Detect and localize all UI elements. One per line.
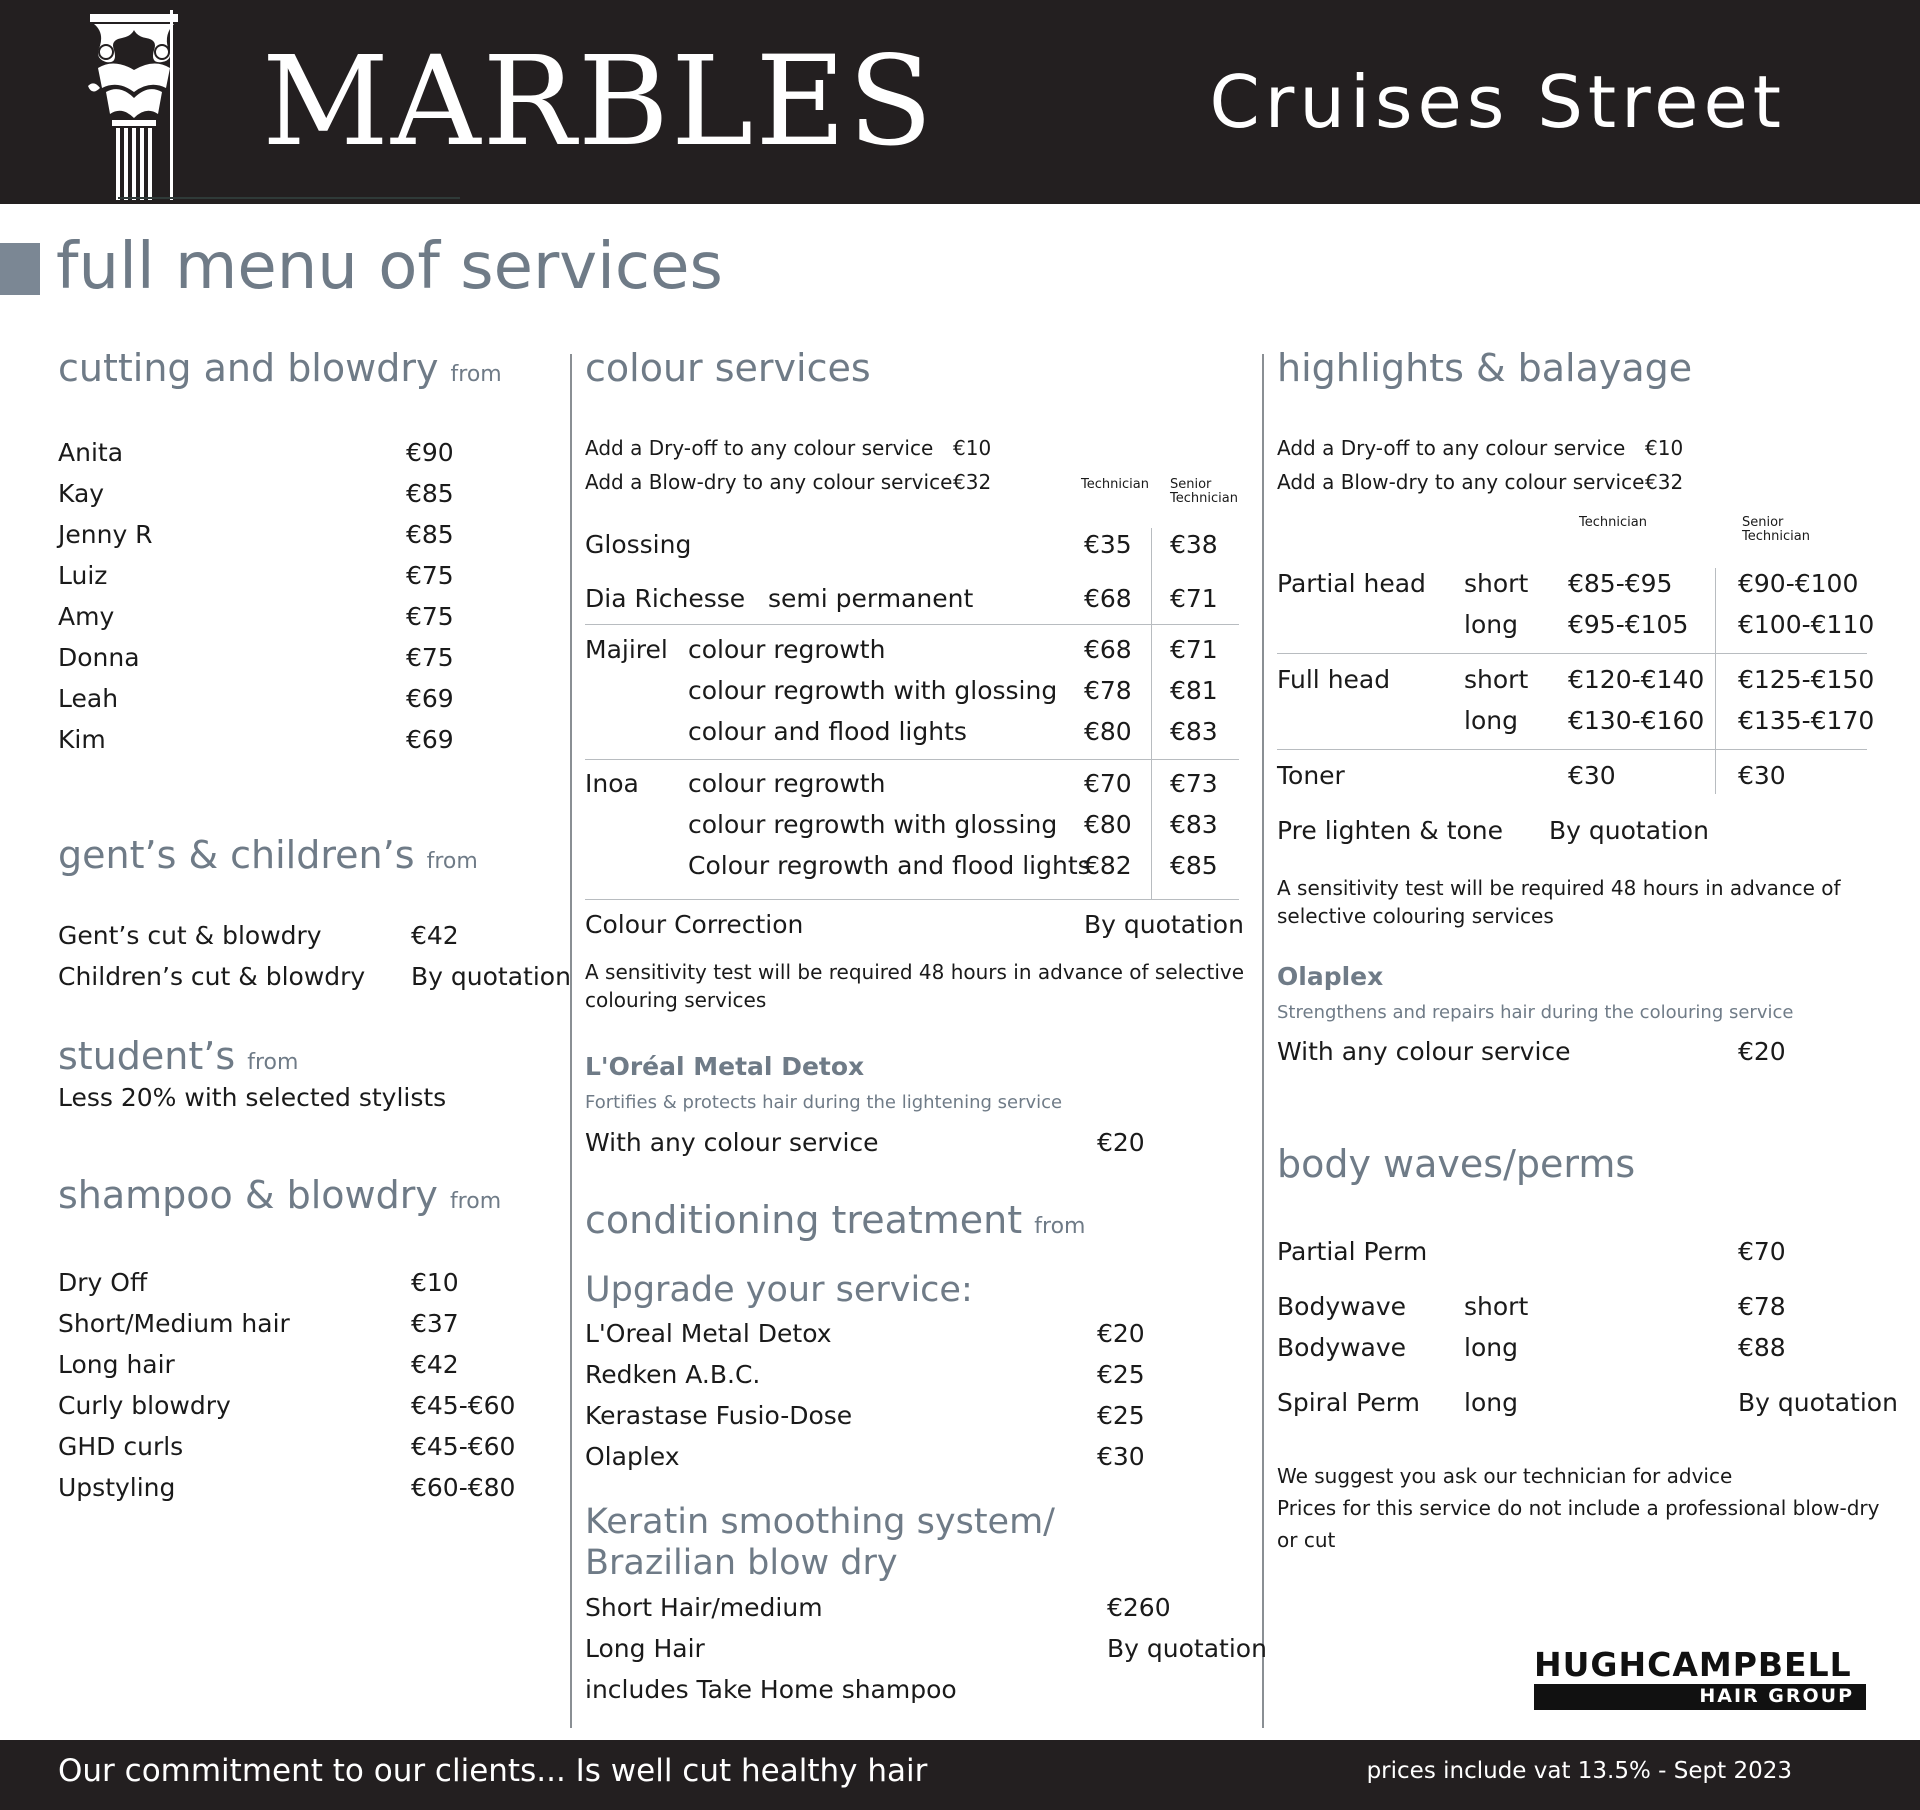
bodywave-name: Bodywave [1277,1333,1407,1362]
gents-item-price: €42 [411,921,459,950]
stylist-price: €69 [406,684,454,713]
partial-head-length: short [1464,569,1529,598]
students-heading: student’s from [58,1034,299,1078]
highlights-addon-name: Add a Blow-dry to any colour service [1277,470,1645,494]
column-header-senior: Senior Technician [1742,515,1810,545]
partial-head-tech-price: €95-€105 [1568,610,1689,639]
perms-heading: body waves/perms [1277,1142,1636,1186]
perms-note: or cut [1277,1528,1336,1552]
price-column-divider [1151,528,1152,900]
glossing-tech-price: €35 [1084,530,1132,559]
stylist-price: €85 [406,520,454,549]
spiral-perm-name: Spiral Perm [1277,1388,1420,1417]
partial-head-tech-price: €85-€95 [1568,569,1673,598]
stylist-name: Kay [58,479,105,508]
hugh-campbell-logo-text: HUGHCAMPBELL [1534,1645,1852,1684]
majirel-tech-price: €78 [1084,676,1132,705]
conditioning-item-price: €25 [1097,1401,1145,1430]
colour-heading: colour services [585,346,871,390]
inoa-senior-price: €85 [1170,851,1218,880]
brand-name: MARBLES [262,30,935,174]
majirel-tech-price: €80 [1084,717,1132,746]
vat-note: prices include vat 13.5% - Sept 2023 [1366,1758,1792,1784]
olaplex-price: €20 [1738,1037,1786,1066]
conditioning-item-name: L'Oreal Metal Detox [585,1319,832,1348]
shampoo-item-price: €60-€80 [411,1473,516,1502]
keratin-item-name: Long Hair [585,1634,705,1663]
page-title: full menu of services [56,230,723,304]
metal-detox-item: With any colour service [585,1128,879,1157]
inoa-service: Colour regrowth and flood lights [688,851,1091,880]
price-column-divider [1715,568,1716,794]
header-divider [118,197,460,199]
shampoo-item-name: Long hair [58,1350,175,1379]
conditioning-item-price: €25 [1097,1360,1145,1389]
inoa-name: Inoa [585,769,639,798]
column-header-senior: Senior Technician [1170,477,1238,507]
row-divider [1277,749,1867,750]
partial-head-senior-price: €90-€100 [1738,569,1859,598]
column-divider-left [570,354,572,1728]
shampoo-item-price: €37 [411,1309,459,1338]
stylist-price: €75 [406,643,454,672]
hair-group-label: HAIR GROUP [1699,1685,1854,1707]
gents-item-name: Children’s cut & blowdry [58,962,366,991]
dia-tech-price: €68 [1084,584,1132,613]
stylist-name: Donna [58,643,140,672]
colour-sensitivity-note: colouring services [585,988,767,1012]
colour-addon-name: Add a Dry-off to any colour service [585,436,934,460]
partial-head-name: Partial head [1277,569,1426,598]
conditioning-item-name: Redken A.B.C. [585,1360,761,1389]
stylist-price: €69 [406,725,454,754]
colour-correction-price: By quotation [1084,910,1244,939]
partial-head-length: long [1464,610,1518,639]
row-divider [1277,653,1867,654]
dia-name: Dia Richesse [585,584,746,613]
glossing-senior-price: €38 [1170,530,1218,559]
column-header-technician: Technician [1579,515,1647,530]
cutting-heading: cutting and blowdry from [58,346,502,390]
toner-senior-price: €30 [1738,761,1786,790]
conditioning-item-name: Kerastase Fusio-Dose [585,1401,853,1430]
majirel-service: colour regrowth with glossing [688,676,1058,705]
column-divider-right [1262,354,1264,1728]
footer-tagline: Our commitment to our clients... Is well cut healthy hair [58,1753,928,1789]
highlights-addon-price: €10 [1645,436,1684,460]
highlights-addon-name: Add a Dry-off to any colour service [1277,436,1626,460]
inoa-tech-price: €70 [1084,769,1132,798]
dia-senior-price: €71 [1170,584,1218,613]
prelighten-price: By quotation [1549,816,1709,845]
majirel-name: Majirel [585,635,668,664]
inoa-senior-price: €73 [1170,769,1218,798]
keratin-heading: Brazilian blow dry [585,1543,898,1583]
inoa-service: colour regrowth [688,769,886,798]
keratin-note: includes Take Home shampoo [585,1675,957,1704]
keratin-heading: Keratin smoothing system/ [585,1502,1055,1542]
full-head-length: short [1464,665,1529,694]
majirel-service: colour and flood lights [688,717,967,746]
full-head-senior-price: €135-€170 [1738,706,1875,735]
bodywave-length: short [1464,1292,1529,1321]
shampoo-item-name: GHD curls [58,1432,184,1461]
full-head-tech-price: €130-€160 [1568,706,1705,735]
toner-name: Toner [1277,761,1345,790]
keratin-item-price: €260 [1107,1593,1171,1622]
gents-item-name: Gent’s cut & blowdry [58,921,322,950]
bodywave-price: €88 [1738,1333,1786,1362]
colour-sensitivity-note: A sensitivity test will be required 48 hours in advance of selective [585,960,1245,984]
perms-note: We suggest you ask our technician for advice [1277,1464,1733,1488]
partial-perm-price: €70 [1738,1237,1786,1266]
metal-detox-heading: L'Oréal Metal Detox [585,1052,865,1081]
full-head-length: long [1464,706,1518,735]
stylist-name: Jenny R [58,520,153,549]
full-head-senior-price: €125-€150 [1738,665,1875,694]
majirel-senior-price: €81 [1170,676,1218,705]
keratin-item-price: By quotation [1107,1634,1267,1663]
shampoo-item-price: €45-€60 [411,1432,516,1461]
shampoo-item-name: Upstyling [58,1473,176,1502]
stylist-name: Luiz [58,561,108,590]
full-head-tech-price: €120-€140 [1568,665,1705,694]
stylist-price: €90 [406,438,454,467]
gents-item-price: By quotation [411,962,571,991]
inoa-tech-price: €80 [1084,810,1132,839]
dia-type: semi permanent [768,584,974,613]
conditioning-item-price: €20 [1097,1319,1145,1348]
partial-head-senior-price: €100-€110 [1738,610,1875,639]
salon-location: Cruises Street [1209,60,1786,144]
prelighten-name: Pre lighten & tone [1277,816,1504,845]
title-marker [0,243,40,295]
shampoo-item-name: Dry Off [58,1268,148,1297]
keratin-item-name: Short Hair/medium [585,1593,823,1622]
bodywave-price: €78 [1738,1292,1786,1321]
stylist-price: €75 [406,602,454,631]
colour-addon-price: €10 [953,436,992,460]
majirel-senior-price: €71 [1170,635,1218,664]
conditioning-heading: conditioning treatment from [585,1198,1086,1242]
shampoo-item-price: €42 [411,1350,459,1379]
row-divider [585,759,1239,760]
partial-perm-name: Partial Perm [1277,1237,1428,1266]
stylist-price: €85 [406,479,454,508]
corinthian-column-icon [84,10,184,200]
colour-addon-name: Add a Blow-dry to any colour service [585,470,953,494]
column-header-technician: Technician [1081,477,1149,492]
glossing-name: Glossing [585,530,692,559]
perms-note: Prices for this service do not include a professional blow-dry [1277,1496,1880,1520]
highlights-addon-price: €32 [1645,470,1684,494]
highlights-heading: highlights & balayage [1277,346,1693,390]
spiral-perm-price: By quotation [1738,1388,1898,1417]
inoa-service: colour regrowth with glossing [688,810,1058,839]
shampoo-item-name: Short/Medium hair [58,1309,290,1338]
conditioning-item-price: €30 [1097,1442,1145,1471]
row-divider [585,624,1239,625]
colour-correction-name: Colour Correction [585,910,804,939]
shampoo-item-name: Curly blowdry [58,1391,231,1420]
inoa-senior-price: €83 [1170,810,1218,839]
spiral-perm-length: long [1464,1388,1518,1417]
majirel-tech-price: €68 [1084,635,1132,664]
stylist-name: Kim [58,725,106,754]
stylist-name: Amy [58,602,115,631]
metal-detox-desc: Fortifies & protects hair during the lightening service [585,1092,1063,1113]
highlights-sensitivity-note: selective colouring services [1277,904,1554,928]
majirel-senior-price: €83 [1170,717,1218,746]
olaplex-heading: Olaplex [1277,962,1384,991]
metal-detox-price: €20 [1097,1128,1145,1157]
shampoo-item-price: €45-€60 [411,1391,516,1420]
upgrade-heading: Upgrade your service: [585,1270,973,1310]
bodywave-name: Bodywave [1277,1292,1407,1321]
majirel-service: colour regrowth [688,635,886,664]
shampoo-heading: shampoo & blowdry from [58,1173,502,1217]
bodywave-length: long [1464,1333,1518,1362]
stylist-price: €75 [406,561,454,590]
row-divider [585,899,1239,900]
students-text: Less 20% with selected stylists [58,1083,447,1112]
olaplex-item: With any colour service [1277,1037,1571,1066]
conditioning-item-name: Olaplex [585,1442,680,1471]
highlights-sensitivity-note: A sensitivity test will be required 48 hours in advance of [1277,876,1841,900]
full-head-name: Full head [1277,665,1391,694]
colour-addon-price: €32 [953,470,992,494]
gents-heading: gent’s & children’s from [58,833,478,877]
stylist-name: Leah [58,684,119,713]
inoa-tech-price: €82 [1084,851,1132,880]
toner-tech-price: €30 [1568,761,1616,790]
shampoo-item-price: €10 [411,1268,459,1297]
stylist-name: Anita [58,438,124,467]
olaplex-desc: Strengthens and repairs hair during the colouring service [1277,1002,1794,1023]
